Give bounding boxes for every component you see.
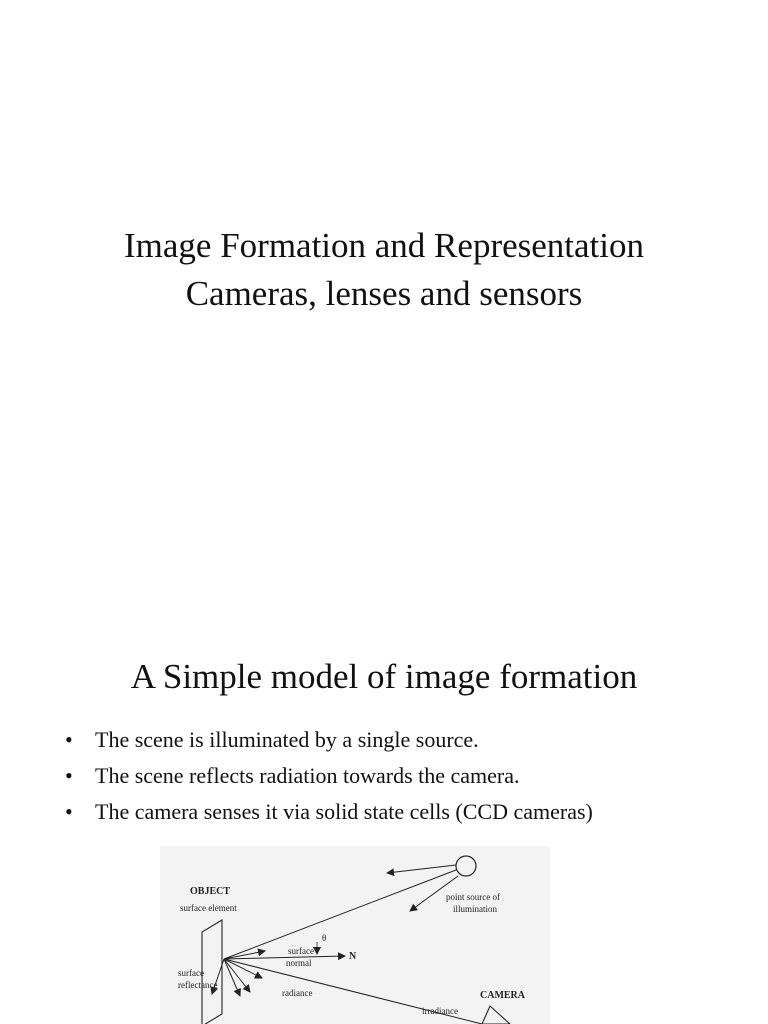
light-source-icon — [456, 856, 476, 876]
radiance-label: radiance — [282, 988, 313, 998]
point-source-label: point source of — [446, 892, 500, 902]
object-label: OBJECT — [190, 886, 231, 897]
slide-title — [0, 222, 768, 318]
title-line-2: Cameras, lenses and sensors — [185, 274, 583, 313]
reflected-ray — [224, 959, 240, 996]
illumination-ray — [224, 870, 456, 959]
emission-arrow — [387, 865, 456, 873]
surface-normal-arrow — [224, 956, 345, 959]
illumination-label: illumination — [453, 904, 497, 914]
bullet-icon: • — [65, 763, 73, 788]
normal-n-label: N — [349, 951, 357, 962]
title-line-1: Image Formation and Representation — [124, 226, 644, 265]
theta-label: θ — [322, 933, 327, 943]
surface-normal-label: normal — [286, 958, 312, 968]
irradiance-label: irradiance — [422, 1006, 458, 1016]
bullet-icon: • — [65, 799, 73, 824]
bullet-icon: • — [65, 727, 73, 752]
surface-reflectance-label: surface — [178, 968, 204, 978]
camera-label: CAMERA — [480, 990, 525, 1001]
image-formation-figure — [160, 846, 550, 1024]
surface-element-label: surface element — [180, 903, 237, 913]
bullet-text: The scene reflects radiation towards the camera. — [95, 763, 520, 788]
list-item — [62, 794, 593, 830]
camera-icon — [482, 1006, 510, 1024]
bullet-text: The scene is illuminated by a single source. — [95, 727, 479, 752]
surface-element-shape — [202, 920, 222, 1024]
surface-normal-label: surface — [288, 946, 314, 956]
bullet-text: The camera senses it via solid state cells (CCD cameras) — [95, 799, 593, 824]
bullet-list — [62, 722, 593, 830]
reflected-ray — [224, 959, 250, 992]
section-title: A Simple model of image formation — [130, 657, 638, 696]
reflected-ray — [224, 959, 262, 978]
surface-reflectance-label: reflectance — [178, 980, 218, 990]
figure-diagram — [160, 846, 550, 1024]
list-item — [62, 758, 593, 794]
list-item — [62, 722, 593, 758]
